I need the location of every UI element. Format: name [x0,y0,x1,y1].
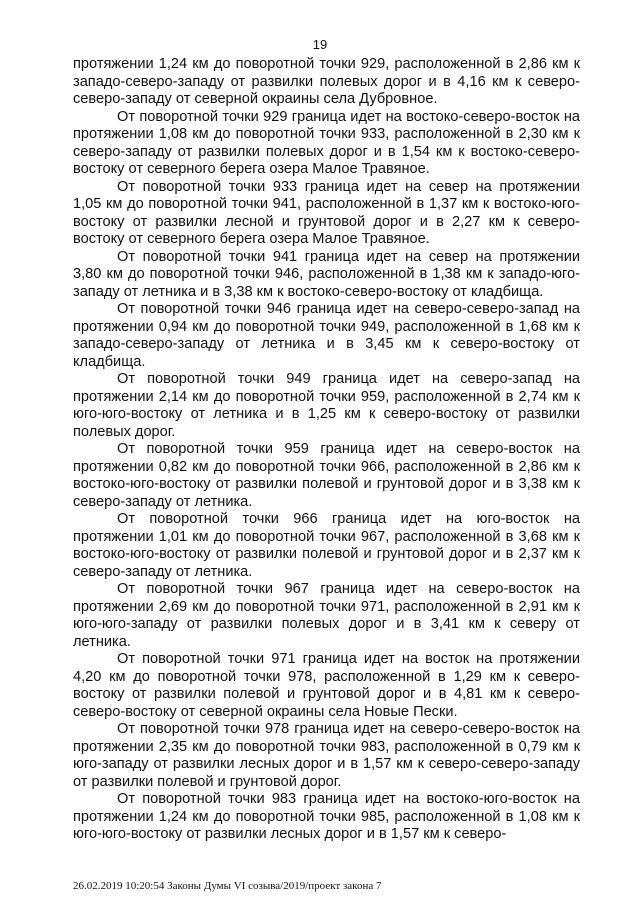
paragraph: От поворотной точки 941 граница идет на север на протяжении 3,80 км до поворотной точки 946, расположенной в 1,38 км к западо-юго-западу от летника и в 3,38 км к востоко-северо-востоку от кладбища. [73,248,580,300]
paragraph: От поворотной точки 949 граница идет на северо-запад на протяжении 2,14 км до поворотной точки 959, расположенной в 2,74 км к юго-юго-востоку от летника и в 1,25 км к северо-востоку от развилки полевых дорог. [73,371,580,440]
paragraph: От поворотной точки 933 граница идет на север на протяжении 1,05 км до поворотной точки 941, расположенной в 1,37 км к востоко-юго-востоку от развилки лесной и грунтовой дорог и в 2,27 км к северо-востоку от северного берега озера Малое Травяное. [73,178,580,247]
paragraph: От поворотной точки 966 граница идет на юго-восток на протяжении 1,01 км до поворотной точки 967, расположенной в 3,68 км к востоко-юго-востоку от развилки полевой и грунтовой дорог и в 2,37 км к северо-западу от летника. [73,511,580,580]
paragraph: От поворотной точки 929 граница идет на востоко-северо-восток на протяжении 1,08 км до поворотной точки 933, расположенной в 2,30 км к северо-западу от развилки полевых дорог и в 1,54 км к востоко-северо-востоку от северного берега озера Малое Травяное. [73,108,580,177]
paragraph: От поворотной точки 978 граница идет на северо-северо-восток на протяжении 2,35 км до поворотной точки 983, расположенной в 0,79 км к юго-западу от развилки лесных дорог и в 1,57 км к северо-северо-западу от развилки полевой и грунтовой дорог. [73,721,580,790]
paragraph: От поворотной точки 967 граница идет на северо-восток на протяжении 2,69 км до поворотной точки 971, расположенной в 2,91 км к юго-юго-западу от развилки полевых дорог и в 3,41 км к северу от летника. [73,581,580,650]
page-number: 19 [312,37,328,52]
paragraph: От поворотной точки 959 граница идет на северо-восток на протяжении 0,82 км до поворотной точки 966, расположенной в 2,86 км к востоко-юго-востоку от развилки полевой и грунтовой дорог и в 3,38 км к северо-западу от летника. [73,441,580,510]
document-footer: 26.02.2019 10:20:54 Законы Думы VI созыва/2019/проект закона 7 [73,880,382,892]
paragraph: От поворотной точки 946 граница идет на северо-северо-запад на протяжении 0,94 км до поворотной точки 949, расположенной в 1,68 км к западо-северо-западу от летника и в 3,45 км к северо-востоку от кладбища. [73,301,580,370]
body-text [73,56,580,844]
paragraph: протяжении 1,24 км до поворотной точки 929, расположенной в 2,86 км к западо-северо-западу от развилки полевых дорог и в 4,16 км к северо-северо-западу от северной окраины села Дубровное. [73,56,580,107]
paragraph: От поворотной точки 971 граница идет на восток на протяжении 4,20 км до поворотной точки 978, расположенной в 1,29 км к северо-востоку от развилки полевой и грунтовой дорог и в 4,81 км к северо-северо-востоку от северной окраины села Новые Пески. [73,651,580,720]
paragraph: От поворотной точки 983 граница идет на востоко-юго-восток на протяжении 1,24 км до поворотной точки 985, расположенной в 1,08 км к юго-юго-востоку от развилки лесных дорог и в 1,57 км к северо- [73,791,580,842]
